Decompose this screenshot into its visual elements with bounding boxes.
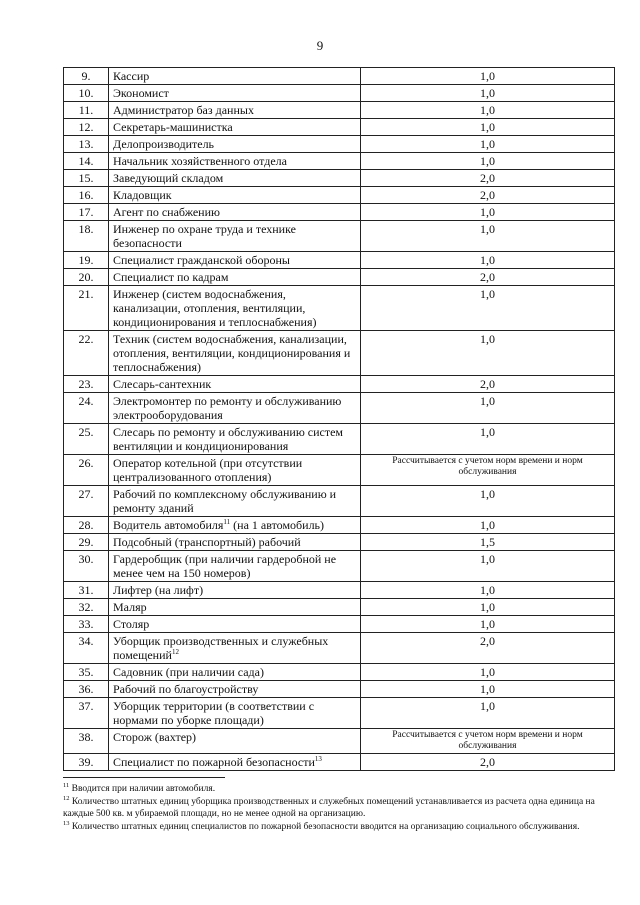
row-number: 15. — [64, 170, 109, 187]
staff-units-value: 1,0 — [361, 698, 615, 729]
position-name: Специалист гражданской обороны — [109, 252, 361, 269]
position-name: Электромонтер по ремонту и обслуживанию электрооборудования — [109, 393, 361, 424]
position-name: Заведующий складом — [109, 170, 361, 187]
row-number: 10. — [64, 85, 109, 102]
staff-units-value: 1,0 — [361, 136, 615, 153]
position-name: Кладовщик — [109, 187, 361, 204]
table-row — [64, 599, 615, 616]
position-name: Секретарь-машинистка — [109, 119, 361, 136]
staff-units-value: 1,0 — [361, 393, 615, 424]
table-row — [64, 221, 615, 252]
footnote: $^{13}$ Количество штатных единиц специалистов по пожарной безопасности вводится на организацию социального обслуживания. — [63, 819, 580, 832]
table-row — [64, 582, 615, 599]
footnote-mark: 12 — [63, 794, 70, 802]
staff-units-value: 1,0 — [361, 204, 615, 221]
table-row — [64, 153, 615, 170]
staff-units-value: 1,0 — [361, 517, 615, 534]
table-row — [64, 252, 615, 269]
row-number: 25. — [64, 424, 109, 455]
position-name: Агент по снабжению — [109, 204, 361, 221]
row-number: 9. — [64, 68, 109, 85]
row-number: 14. — [64, 153, 109, 170]
position-name: Специалист по кадрам — [109, 269, 361, 286]
position-name: Техник (систем водоснабжения, канализации, отопления, вентиляции, кондиционирования и теплоснабжения) — [109, 331, 361, 376]
table-row — [64, 486, 615, 517]
staff-units-value: 1,0 — [361, 68, 615, 85]
table-row — [64, 633, 615, 664]
position-name: Специалист по пожарной безопасности$^{13}$ — [109, 754, 361, 771]
table-row — [64, 286, 615, 331]
row-number: 27. — [64, 486, 109, 517]
position-name: Водитель автомобиля$^{11}$ (на 1 автомобиль) — [109, 517, 361, 534]
staff-units-value: 2,0 — [361, 269, 615, 286]
row-number: 24. — [64, 393, 109, 424]
row-number: 30. — [64, 551, 109, 582]
staff-units-value: 1,0 — [361, 582, 615, 599]
staff-units-value: 1,0 — [361, 102, 615, 119]
row-number: 26. — [64, 455, 109, 486]
table-row — [64, 68, 615, 85]
position-name: Столяр — [109, 616, 361, 633]
table-row — [64, 729, 615, 754]
staff-units-value: 1,0 — [361, 681, 615, 698]
row-number: 12. — [64, 119, 109, 136]
row-number: 11. — [64, 102, 109, 119]
row-number: 36. — [64, 681, 109, 698]
row-number: 32. — [64, 599, 109, 616]
staff-units-value: 1,0 — [361, 119, 615, 136]
staff-units-value: 1,0 — [361, 664, 615, 681]
table-row — [64, 551, 615, 582]
position-name: Уборщик территории (в соответствии с нормами по уборке площади) — [109, 698, 361, 729]
table-row — [64, 85, 615, 102]
table-row — [64, 170, 615, 187]
row-number: 21. — [64, 286, 109, 331]
table-row — [64, 376, 615, 393]
table-row — [64, 119, 615, 136]
staff-units-value: 1,0 — [361, 153, 615, 170]
table-row — [64, 187, 615, 204]
position-name: Слесарь-сантехник — [109, 376, 361, 393]
staff-units-value: 1,0 — [361, 286, 615, 331]
footnote-ref: 12 — [171, 648, 179, 656]
position-name: Гардеробщик (при наличии гардеробной не менее чем на 150 номеров) — [109, 551, 361, 582]
footnotes — [63, 783, 615, 834]
staff-units-value: 2,0 — [361, 633, 615, 664]
position-name: Администратор баз данных — [109, 102, 361, 119]
row-number: 29. — [64, 534, 109, 551]
table-row — [64, 517, 615, 534]
position-name: Лифтер (на лифт) — [109, 582, 361, 599]
table-row — [64, 455, 615, 486]
footnote-divider — [63, 777, 225, 778]
position-name: Подсобный (транспортный) рабочий — [109, 534, 361, 551]
table-row — [64, 664, 615, 681]
table-row — [64, 424, 615, 455]
page-number: 9 — [316, 38, 324, 53]
table-row — [64, 393, 615, 424]
row-number: 28. — [64, 517, 109, 534]
staff-units-value: 1,0 — [361, 85, 615, 102]
row-number: 16. — [64, 187, 109, 204]
table-row — [64, 204, 615, 221]
table-row — [64, 269, 615, 286]
position-name: Делопроизводитель — [109, 136, 361, 153]
position-name: Рабочий по комплексному обслуживанию и ремонту зданий — [109, 486, 361, 517]
staffing-table — [63, 67, 615, 771]
position-name: Садовник (при наличии сада) — [109, 664, 361, 681]
position-name: Начальник хозяйственного отдела — [109, 153, 361, 170]
staff-units-value: 2,0 — [361, 170, 615, 187]
row-number: 34. — [64, 633, 109, 664]
staff-units-value: 1,5 — [361, 534, 615, 551]
position-name: Кассир — [109, 68, 361, 85]
row-number: 31. — [64, 582, 109, 599]
table-row — [64, 681, 615, 698]
footnote-mark: 11 — [63, 781, 70, 789]
staff-units-value: Рассчитывается с учетом норм времени и норм обслуживания — [361, 729, 615, 754]
staff-units-value: 1,0 — [361, 252, 615, 269]
table-row — [64, 534, 615, 551]
row-number: 37. — [64, 698, 109, 729]
row-number: 38. — [64, 729, 109, 754]
table-row — [64, 136, 615, 153]
position-name: Маляр — [109, 599, 361, 616]
staff-units-value: 2,0 — [361, 187, 615, 204]
table-row — [64, 331, 615, 376]
footnote-ref: 11 — [223, 518, 231, 526]
row-number: 17. — [64, 204, 109, 221]
row-number: 33. — [64, 616, 109, 633]
footnote-mark: 13 — [63, 819, 70, 827]
row-number: 35. — [64, 664, 109, 681]
position-name: Инженер (систем водоснабжения, канализации, отопления, вентиляции, кондиционирования и теплоснабжения) — [109, 286, 361, 331]
table-row — [64, 616, 615, 633]
position-name: Сторож (вахтер) — [109, 729, 361, 754]
staff-units-value: 2,0 — [361, 376, 615, 393]
row-number: 18. — [64, 221, 109, 252]
position-name: Экономист — [109, 85, 361, 102]
staff-units-value: 2,0 — [361, 754, 615, 771]
staff-units-value: 1,0 — [361, 616, 615, 633]
table-row — [64, 102, 615, 119]
staff-units-value: 1,0 — [361, 486, 615, 517]
staff-units-value: Рассчитывается с учетом норм времени и норм обслуживания — [361, 455, 615, 486]
staff-units-value: 1,0 — [361, 331, 615, 376]
footnote: $^{11}$ Вводится при наличии автомобиля. — [63, 781, 216, 794]
row-number: 39. — [64, 754, 109, 771]
row-number: 19. — [64, 252, 109, 269]
position-name: Уборщик производственных и служебных помещений$^{12}$ — [109, 633, 361, 664]
position-name: Оператор котельной (при отсутствии централизованного отопления) — [109, 455, 361, 486]
staff-units-value: 1,0 — [361, 599, 615, 616]
table-row — [64, 698, 615, 729]
row-number: 20. — [64, 269, 109, 286]
table-row — [64, 754, 615, 771]
row-number: 23. — [64, 376, 109, 393]
row-number: 13. — [64, 136, 109, 153]
staff-units-value: 1,0 — [361, 551, 615, 582]
row-number: 22. — [64, 331, 109, 376]
footnote: $^{12}$ Количество штатных единиц уборщика производственных и служебных помещений устанавливается из расчета одна единица на каждые 500 кв. м убираемой площади, но не менее одной на организацию. — [63, 794, 595, 819]
position-name: Инженер по охране труда и технике безопасности — [109, 221, 361, 252]
position-name: Слесарь по ремонту и обслуживанию систем вентиляции и кондиционирования — [109, 424, 361, 455]
staff-units-value: 1,0 — [361, 424, 615, 455]
position-name: Рабочий по благоустройству — [109, 681, 361, 698]
footnote-ref: 13 — [314, 755, 322, 763]
staff-units-value: 1,0 — [361, 221, 615, 252]
